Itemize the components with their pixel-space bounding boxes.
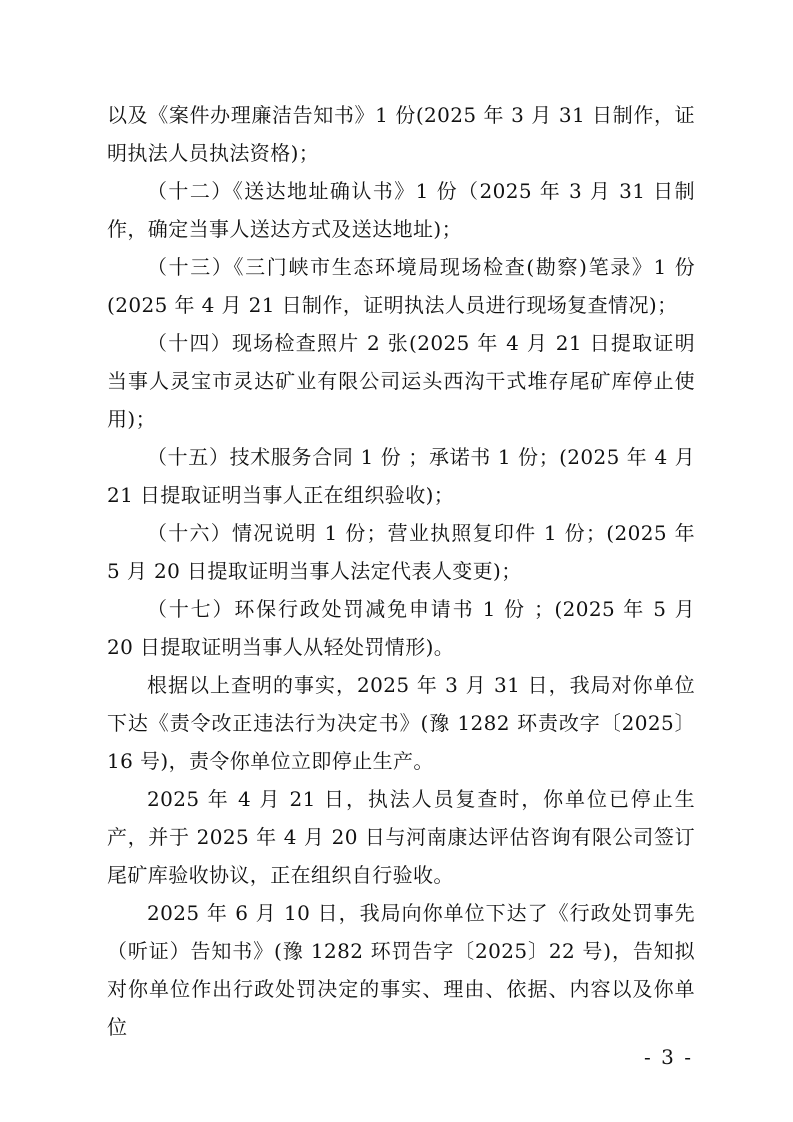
paragraph-evidence-14: （十四）现场检查照片 2 张(2025 年 4 月 21 日提取证明当事人灵宝市灵达矿业有限公司运头西沟干式堆存尾矿库停止使用)；	[107, 331, 695, 431]
paragraph-rectification-order: 根据以上查明的事实，2025 年 3 月 31 日，我局对你单位下达《责令改正违法行为决定书》(豫 1282 环责改字〔2025〕16 号)，责令你单位立即停止生产。	[107, 673, 695, 773]
paragraph-evidence-16: （十六）情况说明 1 份；营业执照复印件 1 份；(2025 年 5 月 20 日提取证明当事人法定代表人变更)；	[107, 521, 695, 583]
paragraph-evidence-13: （十三）《三门峡市生态环境局现场检查(勘察)笔录》1 份(2025 年 4 月 21 日制作，证明执法人员进行现场复查情况)；	[107, 255, 695, 317]
paragraph-evidence-11-continued: 以及《案件办理廉洁告知书》1 份(2025 年 3 月 31 日制作，证明执法人员执法资格)；	[107, 103, 695, 165]
paragraph-evidence-15: （十五）技术服务合同 1 份 ；承诺书 1 份；(2025 年 4 月 21 日提取证明当事人正在组织验收)；	[107, 445, 695, 507]
paragraph-recheck: 2025 年 4 月 21 日，执法人员复查时，你单位已停止生产，并于 2025 年 4 月 20 日与河南康达评估咨询有限公司签订尾矿库验收协议，正在组织自行验收。	[107, 787, 695, 887]
paragraph-evidence-17: （十七）环保行政处罚减免申请书 1 份 ；(2025 年 5 月 20 日提取证明当事人从轻处罚情形)。	[107, 597, 695, 659]
paragraph-evidence-12: （十二）《送达地址确认书》1 份（2025 年 3 月 31 日制作，确定当事人送达方式及送达地址)；	[107, 179, 695, 241]
document-body	[107, 96, 695, 1046]
page-number: - 3 -	[644, 1045, 693, 1069]
paragraph-hearing-notice: 2025 年 6 月 10 日，我局向你单位下达了《行政处罚事先（听证）告知书》(豫 1282 环罚告字〔2025〕22 号)，告知拟对你单位作出行政处罚决定的事实、理由、依据、内容以及你单位	[107, 901, 695, 1039]
